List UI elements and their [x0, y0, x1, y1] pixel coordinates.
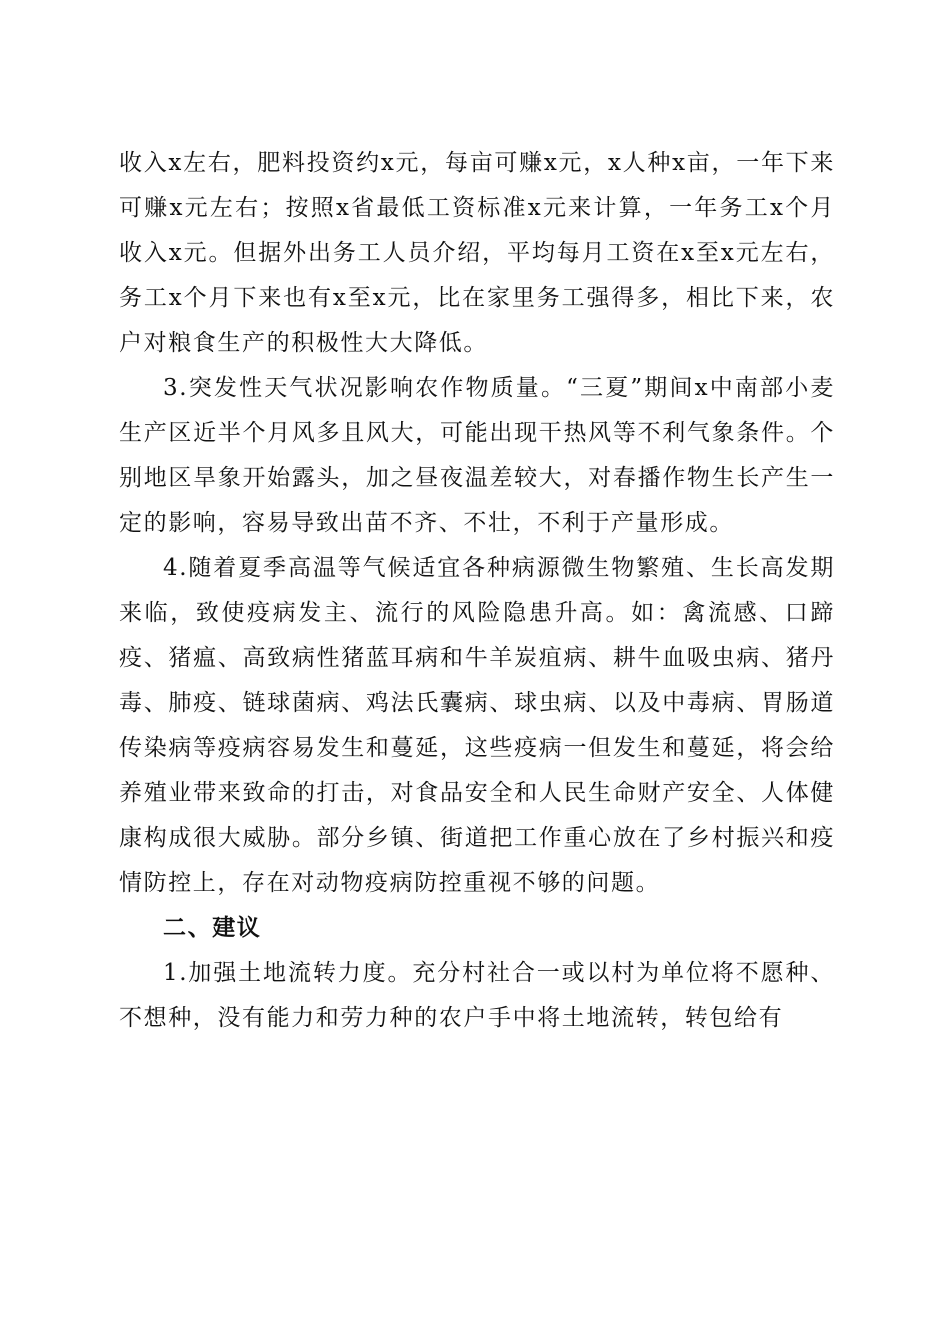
document-body	[119, 141, 835, 1041]
paragraph-weather-impact: 3.突发性天气状况影响农作物质量。“三夏”期间x中南部小麦生产区近半个月风多且风大，可能出现干热风等不利气象条件。个别地区旱象开始露头，加之昼夜温差较大，对春播作物生长产生一定的影响，容易导致出苗不齐、不壮，不利于产量形成。	[119, 375, 835, 536]
paragraph-land-transfer: 1.加强土地流转力度。充分村社合一或以村为单位将不愿种、不想种，没有能力和劳力种的农户手中将土地流转，转包给有	[119, 960, 835, 1031]
paragraph-income-comparison: 收入x左右，肥料投资约x元，每亩可赚x元，x人种x亩，一年下来可赚x元左右；按照x省最低工资标准x元来计算，一年务工x个月收入x元。但据外出务工人员介绍，平均每月工资在x至x元左右，务工x个月下来也有x至x元，比在家里务工强得多，相比下来，农户对粮食生产的积极性大大降低。	[119, 150, 835, 356]
section-heading-suggestions: 二、建议	[163, 915, 262, 941]
paragraph-epidemic-risk: 4.随着夏季高温等气候适宜各种病源微生物繁殖、生长高发期来临，致使疫病发主、流行的风险隐患升高。如：禽流感、口蹄疫、猪瘟、高致病性猪蓝耳病和牛羊炭疽病、耕牛血吸虫病、猪丹毒、肺疫、链球菌病、鸡法氏囊病、球虫病、以及中毒病、胃肠道传染病等疫病容易发生和蔓延，这些疫病一但发生和蔓延，将会给养殖业带来致命的打击，对食品安全和人民生命财产安全、人体健康构成很大威胁。部分乡镇、街道把工作重心放在了乡村振兴和疫情防控上，存在对动物疫病防控重视不够的问题。	[119, 555, 835, 896]
